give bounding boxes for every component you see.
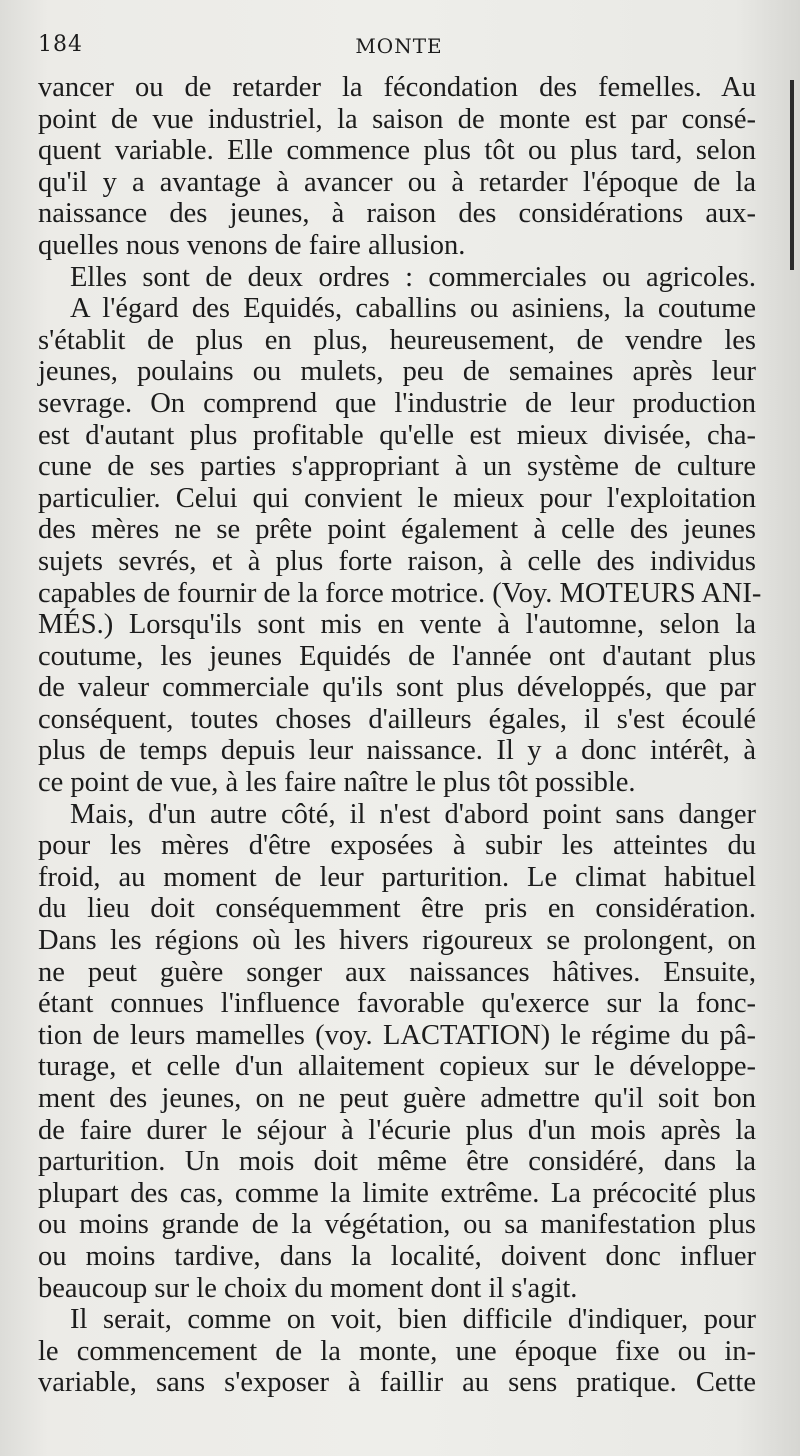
text-line: point de vue industriel, la saison de monte est par consé- — [38, 103, 756, 135]
text-line: pour les mères d'être exposées à subir les atteintes du — [38, 830, 756, 862]
running-head: MONTE — [355, 34, 443, 58]
text-line: naissance des jeunes, à raison des considérations aux- — [38, 198, 756, 230]
text-line: conséquent, toutes choses d'ailleurs égales, il s'est écoulé — [38, 703, 756, 735]
text-line: ou moins grande de la végétation, ou sa manifestation plus — [38, 1209, 756, 1241]
text-line: tion de leurs mamelles (voy. LACTATION) le régime du pâ- — [38, 1019, 756, 1051]
text-line: coutume, les jeunes Equidés de l'année ont d'autant plus — [38, 640, 756, 672]
text-line: vancer ou de retarder la fécondation des femelles. Au — [38, 72, 756, 103]
text-line: A l'égard des Equidés, caballins ou asiniens, la coutume — [70, 293, 756, 325]
text-line: turage, et celle d'un allaitement copieux sur le développe- — [38, 1051, 756, 1083]
text-line: Il serait, comme on voit, bien difficile d'indiquer, pour — [70, 1304, 756, 1336]
text-line: ment des jeunes, on ne peut guère admettre qu'il soit bon — [38, 1083, 756, 1114]
page-header — [38, 32, 760, 62]
text-line: de faire durer le séjour à l'écurie plus d'un mois après la — [38, 1114, 756, 1146]
text-line: beaucoup sur le choix du moment dont il s'agit. — [38, 1272, 578, 1304]
text-line: MÉS.) Lorsqu'ils sont mis en vente à l'automne, selon la — [38, 609, 756, 641]
text-line: capables de fournir de la force motrice. (Voy. MOTEURS ANI- — [38, 577, 762, 609]
text-line: variable, sans s'exposer à faillir au sens pratique. Cette — [38, 1367, 756, 1399]
text-line: parturition. Un mois doit même être considéré, dans la — [38, 1146, 756, 1178]
page-number: 184 — [38, 32, 83, 57]
text-line: Dans les régions où les hivers rigoureux se prolongent, on — [38, 925, 756, 957]
text-line: Mais, d'un autre côté, il n'est d'abord point sans danger — [70, 798, 756, 830]
text-line: sevrage. On comprend que l'industrie de leur production — [38, 387, 756, 419]
text-line: s'établit de plus en plus, heureusement, de vendre les — [38, 324, 756, 356]
text-line: de valeur commerciale qu'ils sont plus développés, que par — [38, 672, 756, 704]
text-line: qu'il y a avantage à avancer ou à retarder l'époque de la — [38, 166, 756, 198]
text-line: Elles sont de deux ordres : commerciales ou agricoles. — [70, 261, 756, 293]
text-line: quent variable. Elle commence plus tôt ou plus tard, selon — [38, 135, 756, 167]
page-edge-shadow — [790, 80, 794, 270]
text-line: particulier. Celui qui convient le mieux pour l'exploitation — [38, 482, 756, 514]
text-line: jeunes, poulains ou mulets, peu de semaines après leur — [38, 356, 756, 388]
text-line: est d'autant plus profitable qu'elle est mieux divisée, cha- — [38, 419, 756, 451]
text-line: étant connues l'influence favorable qu'exerce sur la fonc- — [38, 988, 756, 1020]
body-text — [38, 72, 762, 1399]
text-line: ne peut guère songer aux naissances hâtives. Ensuite, — [38, 956, 756, 988]
text-line: le commencement de la monte, une époque fixe ou in- — [38, 1335, 756, 1367]
text-line: des mères ne se prête point également à celle des jeunes — [38, 514, 756, 546]
text-line: sujets sevrés, et à plus forte raison, à celle des individus — [38, 545, 756, 577]
text-line: ce point de vue, à les faire naître le plus tôt possible. — [38, 767, 636, 799]
text-line: plupart des cas, comme la limite extrême. La précocité plus — [38, 1177, 756, 1209]
text-line: quelles nous venons de faire allusion. — [38, 229, 466, 261]
text-line: ou moins tardive, dans la localité, doivent donc influer — [38, 1240, 756, 1272]
text-line: froid, au moment de leur parturition. Le climat habituel — [38, 861, 756, 893]
text-line: du lieu doit conséquemment être pris en considération. — [38, 893, 756, 925]
text-line: plus de temps depuis leur naissance. Il y a donc intérêt, à — [38, 735, 756, 767]
text-line: cune de ses parties s'appropriant à un système de culture — [38, 451, 756, 483]
